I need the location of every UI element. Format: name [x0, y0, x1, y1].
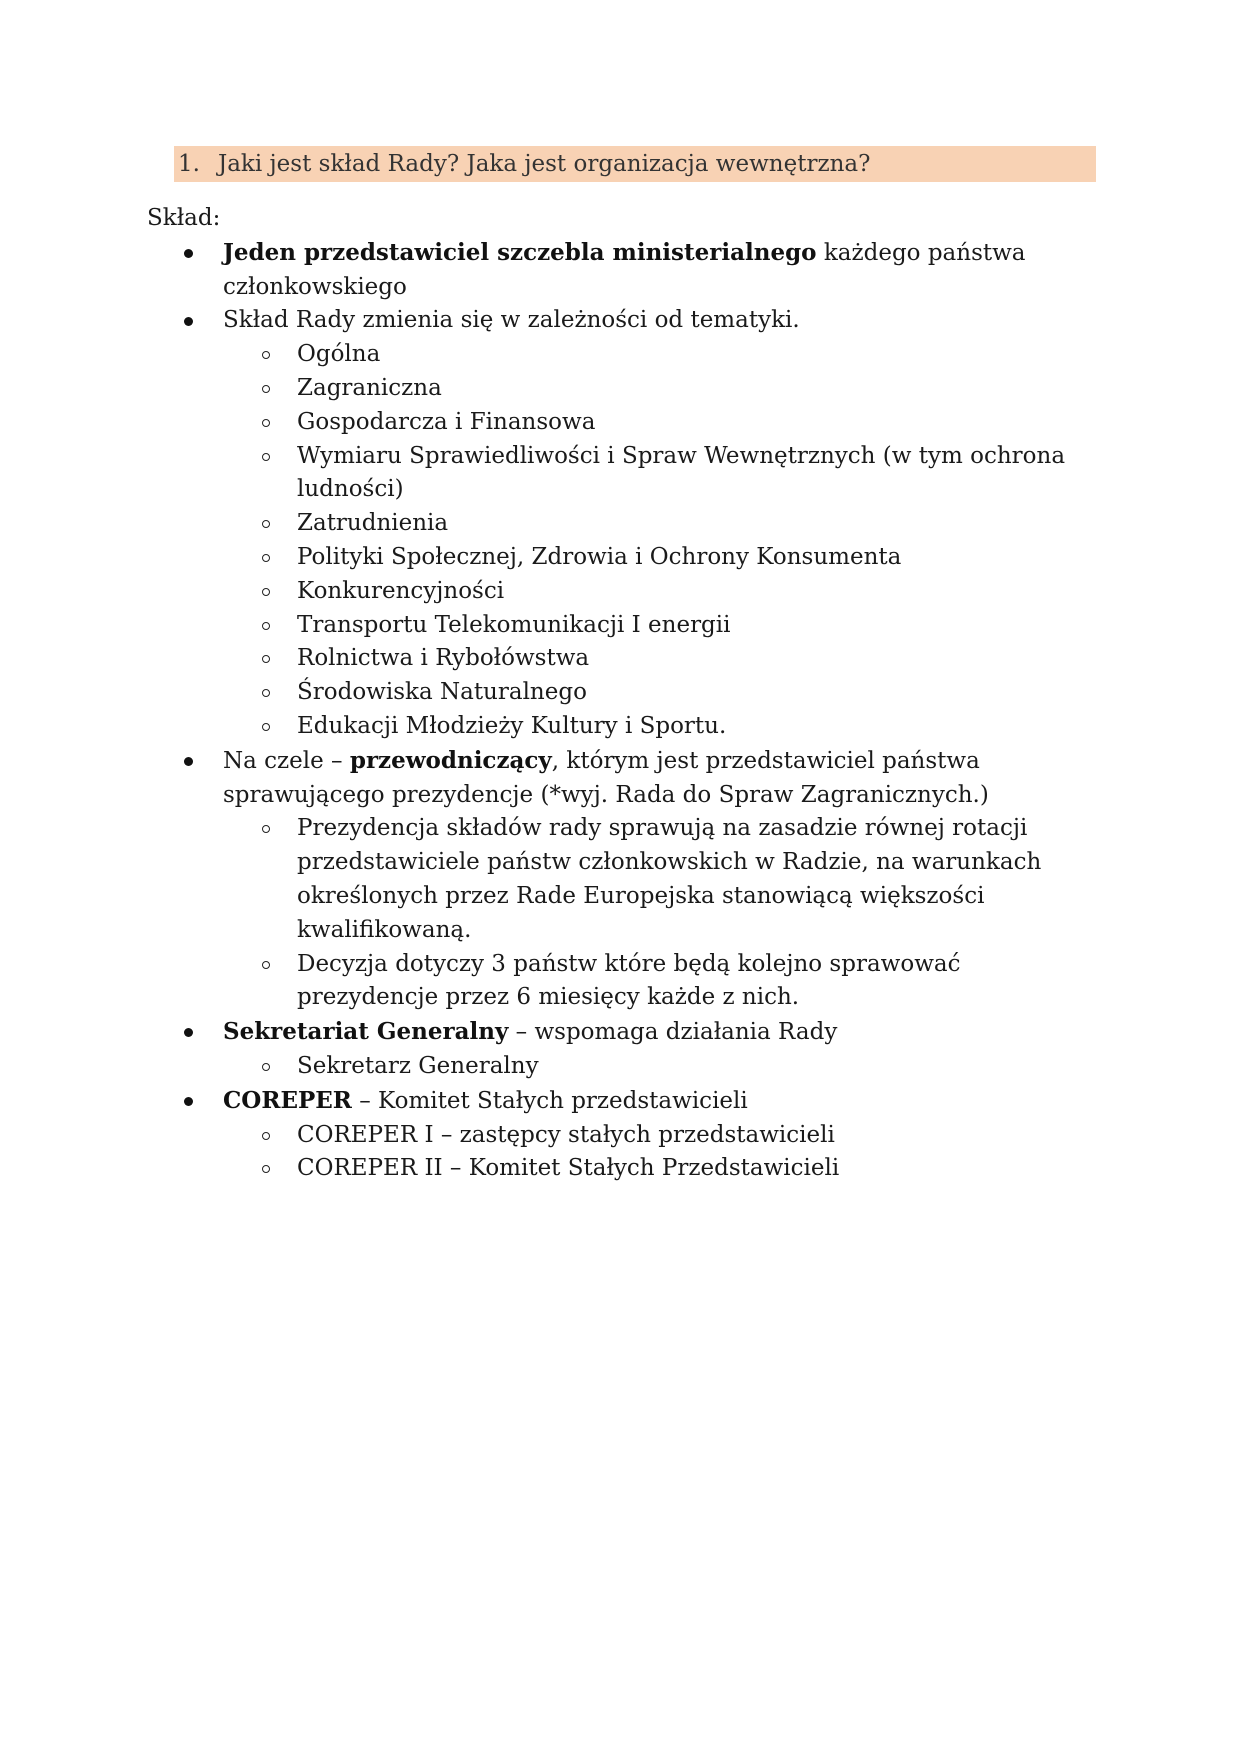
circle-bullet-icon: [262, 588, 270, 596]
sub-item-text: Ogólna: [297, 341, 381, 368]
sub-item: [223, 710, 1087, 744]
bullet-bold-text: przewodniczący: [349, 746, 552, 774]
section-label: Skład:: [147, 205, 221, 231]
bullet-icon: [184, 1028, 193, 1037]
sub-list: [223, 1119, 1087, 1187]
sub-item-text: Środowiska Naturalnego: [297, 679, 587, 706]
circle-bullet-icon: [262, 1132, 270, 1140]
circle-bullet-icon: [262, 689, 270, 697]
bullet-icon: [184, 317, 193, 326]
sub-item: [223, 372, 1087, 406]
bullet-list: [147, 236, 1087, 1186]
circle-bullet-icon: [262, 520, 270, 528]
sub-item: [223, 440, 1087, 508]
sub-item-text: Zatrudnienia: [297, 510, 449, 537]
circle-bullet-icon: [262, 825, 270, 833]
bullet-text: każdego państwa członkowskiego: [223, 239, 1026, 300]
bullet-text: Skład Rady zmienia się w zależności od tematyki.: [223, 307, 800, 334]
bullet-text: , którym jest przedstawiciel państwa sprawującego prezydencje (*wyj. Rada do Spraw Zagranicznych.): [223, 747, 989, 808]
sub-item: [223, 541, 1087, 575]
sub-list: [223, 812, 1087, 1015]
question-number: 1.: [178, 151, 200, 177]
sub-item: [223, 1152, 1087, 1186]
sub-item-text: Gospodarcza i Finansowa: [297, 408, 596, 435]
sub-item-text: Decyzja dotyczy 3 państw które będą kolejno sprawować prezydencje przez 6 miesięcy każde z nich.: [297, 950, 961, 1011]
circle-bullet-icon: [262, 655, 270, 663]
sub-item: [223, 338, 1087, 372]
sub-item-text: Prezydencja składów rady sprawują na zasadzie równej rotacji przedstawiciele państw członkowskich w Radzie, na warunkach określonych przez Rade Europejska stanowiącą większości kwalifikowaną.: [297, 815, 1042, 943]
circle-bullet-icon: [262, 1063, 270, 1071]
bullet-icon: [184, 1097, 193, 1106]
circle-bullet-icon: [262, 723, 270, 731]
sub-item-text: Edukacji Młodzieży Kultury i Sportu.: [297, 712, 727, 739]
bullet-item-secretariat: [147, 1015, 1087, 1084]
sub-item: [223, 609, 1087, 643]
sub-item: [223, 575, 1087, 609]
sub-item: [223, 406, 1087, 440]
circle-bullet-icon: [262, 1165, 270, 1173]
bullet-item-coreper: [147, 1084, 1087, 1186]
question-text: Jaki jest skład Rady? Jaka jest organizacja wewnętrzna?: [218, 151, 871, 177]
sub-item-text: COREPER II – Komitet Stałych Przedstawicieli: [297, 1155, 840, 1182]
sub-list: [223, 1050, 1087, 1084]
question-heading: [174, 146, 1096, 182]
sub-item-text: Rolnictwa i Rybołówstwa: [297, 645, 590, 672]
document-body: [147, 202, 1087, 1186]
sub-item: [223, 948, 1087, 1016]
bullet-item-configurations: [147, 304, 1087, 743]
sub-item-text: Wymiaru Sprawiedliwości i Spraw Wewnętrznych (w tym ochrona ludności): [297, 442, 1066, 503]
bullet-icon: [184, 249, 193, 258]
circle-bullet-icon: [262, 554, 270, 562]
bullet-item-presidency: [147, 744, 1087, 1015]
sub-item: [223, 812, 1087, 947]
circle-bullet-icon: [262, 351, 270, 359]
circle-bullet-icon: [262, 453, 270, 461]
sub-item-text: Konkurencyjności: [297, 577, 505, 604]
circle-bullet-icon: [262, 385, 270, 393]
bullet-text: – wspomaga działania Rady: [508, 1019, 838, 1046]
circle-bullet-icon: [262, 622, 270, 630]
bullet-bold-text: Jeden przedstawiciel szczebla ministerialnego: [223, 238, 817, 266]
sub-item: [223, 676, 1087, 710]
circle-bullet-icon: [262, 961, 270, 969]
bullet-text-before: Na czele –: [223, 747, 350, 774]
sub-item-text: Transportu Telekomunikacji I energii: [297, 611, 731, 638]
sub-item: [223, 642, 1087, 676]
bullet-bold-text: Sekretariat Generalny: [223, 1018, 509, 1046]
sub-item: [223, 507, 1087, 541]
bullet-bold-text: COREPER: [223, 1086, 352, 1114]
circle-bullet-icon: [262, 419, 270, 427]
bullet-item-composition: [147, 236, 1087, 305]
sub-item-text: Zagraniczna: [297, 374, 442, 401]
bullet-text: – Komitet Stałych przedstawicieli: [351, 1087, 748, 1114]
sub-list: [223, 338, 1087, 744]
bullet-icon: [184, 757, 193, 766]
sub-item-text: Polityki Społecznej, Zdrowia i Ochrony Konsumenta: [297, 543, 902, 570]
sub-item: [223, 1050, 1087, 1084]
sub-item-text: COREPER I – zastępcy stałych przedstawicieli: [297, 1121, 835, 1148]
sub-item: [223, 1119, 1087, 1153]
sub-item-text: Sekretarz Generalny: [297, 1052, 539, 1079]
